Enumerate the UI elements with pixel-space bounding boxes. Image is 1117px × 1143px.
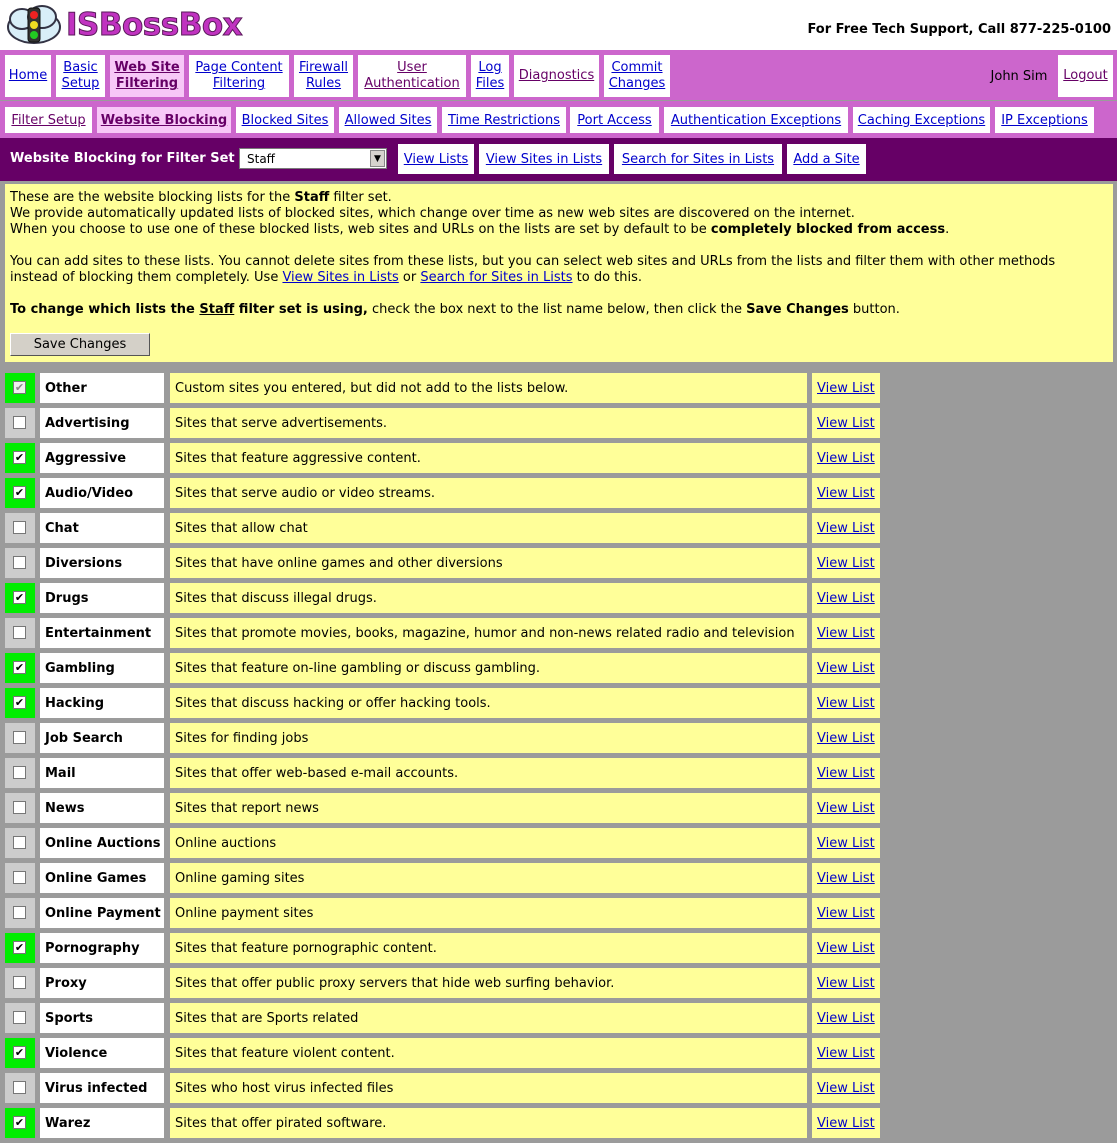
view-list-cell <box>812 373 880 403</box>
list-checkbox[interactable] <box>13 731 26 744</box>
nav-web-site-filtering[interactable] <box>110 55 184 97</box>
view-list-link[interactable]: View List <box>817 1115 875 1131</box>
list-name: Mail <box>40 758 164 788</box>
list-checkbox-cell <box>5 933 35 963</box>
search-for-sites-button[interactable] <box>614 144 782 174</box>
nav-basic-setup-label[interactable]: Basic Setup <box>61 60 100 91</box>
list-name: Other <box>40 373 164 403</box>
list-checkbox-cell <box>5 443 35 473</box>
list-name: Diversions <box>40 548 164 578</box>
view-list-cell <box>812 548 880 578</box>
list-description: Sites who host virus infected files <box>170 1073 807 1103</box>
list-description: Sites that are Sports related <box>170 1003 807 1033</box>
nav-page-content-filtering[interactable] <box>189 55 289 97</box>
list-name: Virus infected <box>40 1073 164 1103</box>
view-list-link[interactable]: View List <box>817 590 875 606</box>
list-name: Online Payment <box>40 898 164 928</box>
view-lists-label[interactable]: View Lists <box>403 151 469 167</box>
view-list-cell <box>812 583 880 613</box>
view-list-link[interactable]: View List <box>817 485 875 501</box>
info-line-3: When you choose to use one of these blocked lists, web sites and URLs on the lists are set by default to be completely blocked from access. <box>10 222 950 237</box>
list-name: Violence <box>40 1038 164 1068</box>
subnav-blocked-sites-label[interactable]: Blocked Sites <box>241 112 329 128</box>
list-checkbox-cell <box>5 828 35 858</box>
view-sites-in-lists-link[interactable]: View Sites in Lists <box>282 270 399 285</box>
filter-set-select[interactable] <box>239 148 387 169</box>
info-line-2: We provide automatically updated lists of blocked sites, which change over time as new web sites are discovered on the internet. <box>10 206 855 221</box>
view-list-link[interactable]: View List <box>817 835 875 851</box>
list-checkbox-cell <box>5 723 35 753</box>
subnav-caching-exceptions[interactable] <box>853 107 990 133</box>
main-nav <box>0 50 1117 100</box>
list-description: Sites that allow chat <box>170 513 807 543</box>
nav-home[interactable] <box>5 55 51 97</box>
list-checkbox[interactable] <box>13 1011 26 1024</box>
view-list-link[interactable]: View List <box>817 520 875 536</box>
view-list-link[interactable]: View List <box>817 1080 875 1096</box>
list-description: Sites for finding jobs <box>170 723 807 753</box>
view-list-cell <box>812 758 880 788</box>
list-checkbox[interactable] <box>13 871 26 884</box>
list-description: Sites that discuss hacking or offer hacking tools. <box>170 688 807 718</box>
list-checkbox[interactable] <box>13 416 26 429</box>
subnav-time-restrictions-label[interactable]: Time Restrictions <box>447 112 561 128</box>
info-panel <box>5 184 1113 362</box>
list-checkbox[interactable]: ✔ <box>14 486 25 499</box>
filter-set-label: Website Blocking for Filter Set <box>10 151 235 166</box>
subnav-port-access-label[interactable]: Port Access <box>577 112 652 128</box>
view-list-cell <box>812 933 880 963</box>
filter-set-selected-value: Staff <box>247 152 275 166</box>
view-list-link[interactable]: View List <box>817 975 875 991</box>
list-checkbox[interactable] <box>13 801 26 814</box>
view-list-cell <box>812 898 880 928</box>
list-name: Online Games <box>40 863 164 893</box>
nav-user-authentication[interactable] <box>358 55 466 97</box>
info-line-4: You can add sites to these lists. You cannot delete sites from these lists, but you can select web sites and URLs from the lists and filter them with other methods <box>10 254 1056 269</box>
nav-commit-changes[interactable] <box>604 55 670 97</box>
list-checkbox[interactable]: ✔ <box>14 591 25 604</box>
list-name: Sports <box>40 1003 164 1033</box>
search-for-sites-in-lists-link[interactable]: Search for Sites in Lists <box>420 270 573 285</box>
view-list-link[interactable]: View List <box>817 905 875 921</box>
list-description: Sites that feature aggressive content. <box>170 443 807 473</box>
list-description: Sites that have online games and other diversions <box>170 548 807 578</box>
nav-diagnostics[interactable] <box>514 55 599 97</box>
sub-nav <box>0 101 1117 138</box>
list-checkbox-cell <box>5 1073 35 1103</box>
view-list-cell <box>812 1073 880 1103</box>
view-list-link[interactable]: View List <box>817 1010 875 1026</box>
list-description: Online payment sites <box>170 898 807 928</box>
view-sites-in-lists-label[interactable]: View Sites in Lists <box>485 151 603 167</box>
list-checkbox[interactable]: ✔ <box>14 696 25 709</box>
list-description: Sites that report news <box>170 793 807 823</box>
view-list-link[interactable]: View List <box>817 555 875 571</box>
nav-basic-setup[interactable] <box>56 55 105 97</box>
list-checkbox[interactable] <box>13 521 26 534</box>
list-description: Sites that feature pornographic content. <box>170 933 807 963</box>
list-description: Custom sites you entered, but did not add to the lists below. <box>170 373 807 403</box>
list-checkbox-cell <box>5 863 35 893</box>
info-line-6: To change which lists the Staff filter set is using, check the box next to the list name below, then click the Save Changes button. <box>10 302 900 317</box>
nav-log-files-label[interactable]: Log Files <box>475 60 505 91</box>
logo <box>6 3 242 47</box>
view-list-cell <box>812 653 880 683</box>
list-checkbox-cell <box>5 758 35 788</box>
list-checkbox[interactable]: ✔ <box>14 661 25 674</box>
list-checkbox[interactable]: ✔ <box>14 941 25 954</box>
list-name: Gambling <box>40 653 164 683</box>
list-checkbox-cell <box>5 1003 35 1033</box>
list-checkbox-cell <box>5 968 35 998</box>
subnav-filter-setup-label[interactable]: Filter Setup <box>11 112 86 128</box>
list-checkbox[interactable] <box>13 906 26 919</box>
list-checkbox-cell <box>5 1108 35 1138</box>
list-checkbox-cell <box>5 618 35 648</box>
list-checkbox-cell <box>5 478 35 508</box>
subnav-website-blocking[interactable] <box>97 107 231 133</box>
view-list-link[interactable]: View List <box>817 380 875 396</box>
view-list-cell <box>812 513 880 543</box>
view-sites-in-lists-button[interactable] <box>479 144 609 174</box>
view-lists-button[interactable] <box>398 144 474 174</box>
nav-diagnostics-label[interactable]: Diagnostics <box>518 68 595 83</box>
nav-user-authentication-label[interactable]: User Authentication <box>364 60 460 91</box>
view-list-cell <box>812 793 880 823</box>
logout-button[interactable] <box>1058 55 1113 97</box>
view-list-link[interactable]: View List <box>817 450 875 466</box>
chevron-down-icon[interactable]: ▼ <box>370 150 385 167</box>
view-list-cell <box>812 723 880 753</box>
list-description: Sites that feature on-line gambling or discuss gambling. <box>170 653 807 683</box>
view-list-cell <box>812 1038 880 1068</box>
subnav-filter-setup[interactable] <box>5 107 92 133</box>
view-list-link[interactable]: View List <box>817 695 875 711</box>
list-checkbox-cell <box>5 583 35 613</box>
view-list-link[interactable]: View List <box>817 800 875 816</box>
nav-web-site-filtering-label[interactable]: Web Site Filtering <box>114 60 180 91</box>
list-name: Pornography <box>40 933 164 963</box>
traffic-light-cloud-icon <box>6 3 62 47</box>
logout-label[interactable]: Logout <box>1063 68 1108 83</box>
list-checkbox-cell <box>5 548 35 578</box>
list-description: Sites that discuss illegal drugs. <box>170 583 807 613</box>
list-checkbox-cell <box>5 793 35 823</box>
list-checkbox[interactable] <box>13 766 26 779</box>
add-a-site-label[interactable]: Add a Site <box>793 151 860 167</box>
nav-firewall-rules-label[interactable]: Firewall Rules <box>298 60 349 91</box>
save-changes-button[interactable]: Save Changes <box>10 333 150 356</box>
view-list-link[interactable]: View List <box>817 765 875 781</box>
view-list-link[interactable]: View List <box>817 660 875 676</box>
subnav-caching-exceptions-label[interactable]: Caching Exceptions <box>857 112 986 128</box>
list-name: Advertising <box>40 408 164 438</box>
list-name: Drugs <box>40 583 164 613</box>
list-description: Sites that promote movies, books, magazine, humor and non-news related radio and television <box>170 618 807 648</box>
view-list-cell <box>812 618 880 648</box>
search-for-sites-label[interactable]: Search for Sites in Lists <box>621 151 775 167</box>
view-list-cell <box>812 1003 880 1033</box>
view-list-cell <box>812 443 880 473</box>
user-name: John Sim <box>990 68 1048 84</box>
view-list-link[interactable]: View List <box>817 1045 875 1061</box>
subnav-blocked-sites[interactable] <box>236 107 334 133</box>
subnav-allowed-sites[interactable] <box>339 107 437 133</box>
list-checkbox[interactable] <box>13 626 26 639</box>
subnav-time-restrictions[interactable] <box>442 107 566 133</box>
filter-set-bar <box>0 138 1117 181</box>
list-name: Audio/Video <box>40 478 164 508</box>
view-list-cell <box>812 408 880 438</box>
list-description: Sites that offer web-based e-mail accounts. <box>170 758 807 788</box>
view-list-cell <box>812 968 880 998</box>
logo-text: ISBossBox <box>66 7 243 43</box>
list-checkbox-cell <box>5 653 35 683</box>
list-checkbox-cell <box>5 898 35 928</box>
view-list-link[interactable]: View List <box>817 415 875 431</box>
list-name: Chat <box>40 513 164 543</box>
list-checkbox[interactable] <box>13 976 26 989</box>
list-checkbox[interactable]: ✔ <box>14 1046 25 1059</box>
nav-page-content-filtering-label[interactable]: Page Content Filtering <box>195 60 283 91</box>
list-name: Online Auctions <box>40 828 164 858</box>
list-name: Aggressive <box>40 443 164 473</box>
list-checkbox[interactable] <box>13 556 26 569</box>
list-name: Hacking <box>40 688 164 718</box>
view-list-cell <box>812 688 880 718</box>
nav-commit-changes-label[interactable]: Commit Changes <box>608 60 666 91</box>
list-name: Entertainment <box>40 618 164 648</box>
list-checkbox-cell <box>5 688 35 718</box>
support-phone-text: For Free Tech Support, Call 877-225-0100 <box>807 22 1111 37</box>
list-description: Sites that offer pirated software. <box>170 1108 807 1138</box>
subnav-allowed-sites-label[interactable]: Allowed Sites <box>344 112 432 128</box>
view-list-cell <box>812 863 880 893</box>
add-a-site-button[interactable] <box>787 144 866 174</box>
list-checkbox-cell <box>5 373 35 403</box>
list-description: Sites that feature violent content. <box>170 1038 807 1068</box>
list-description: Online gaming sites <box>170 863 807 893</box>
list-checkbox: ✔ <box>14 381 25 394</box>
nav-home-label[interactable]: Home <box>8 68 48 83</box>
view-list-link[interactable]: View List <box>817 730 875 746</box>
list-checkbox-cell <box>5 1038 35 1068</box>
list-description: Sites that offer public proxy servers that hide web surfing behavior. <box>170 968 807 998</box>
list-name: Warez <box>40 1108 164 1138</box>
list-name: News <box>40 793 164 823</box>
view-list-cell <box>812 478 880 508</box>
nav-log-files[interactable] <box>471 55 509 97</box>
view-list-cell <box>812 828 880 858</box>
info-line-1: These are the website blocking lists for the Staff filter set. <box>10 190 392 205</box>
info-line-5: instead of blocking them completely. Use View Sites in Lists or Search for Sites in Lists to do this. <box>10 270 643 285</box>
subnav-port-access[interactable] <box>570 107 659 133</box>
subnav-ip-exceptions[interactable] <box>995 107 1094 133</box>
list-checkbox[interactable]: ✔ <box>14 1116 25 1129</box>
view-list-link[interactable]: View List <box>817 625 875 641</box>
page-header <box>0 0 1117 50</box>
list-checkbox[interactable]: ✔ <box>14 451 25 464</box>
view-list-link[interactable]: View List <box>817 940 875 956</box>
list-checkbox[interactable] <box>13 1081 26 1094</box>
view-list-link[interactable]: View List <box>817 870 875 886</box>
list-checkbox-cell <box>5 408 35 438</box>
list-checkbox[interactable] <box>13 836 26 849</box>
list-checkbox-cell <box>5 513 35 543</box>
subnav-authentication-exceptions-label[interactable]: Authentication Exceptions <box>670 112 842 128</box>
subnav-ip-exceptions-label[interactable]: IP Exceptions <box>1001 112 1088 128</box>
list-name: Proxy <box>40 968 164 998</box>
subnav-authentication-exceptions[interactable] <box>664 107 848 133</box>
subnav-website-blocking-label[interactable]: Website Blocking <box>100 112 228 128</box>
list-description: Online auctions <box>170 828 807 858</box>
view-list-cell <box>812 1108 880 1138</box>
list-description: Sites that serve advertisements. <box>170 408 807 438</box>
list-description: Sites that serve audio or video streams. <box>170 478 807 508</box>
list-name: Job Search <box>40 723 164 753</box>
nav-firewall-rules[interactable] <box>294 55 353 97</box>
